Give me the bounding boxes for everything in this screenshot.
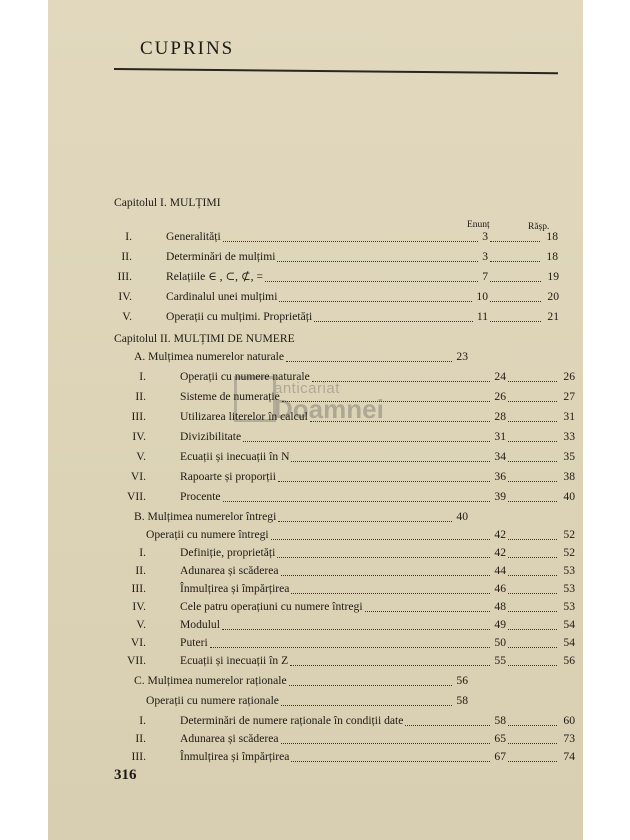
toc-entry-page-rasp: 53 <box>563 564 575 577</box>
toc-entry-page-enunt: 55 <box>494 654 506 667</box>
toc-entry-title: Rapoarte și proporții <box>180 470 276 483</box>
toc-entry-page-rasp: 33 <box>563 430 575 443</box>
toc-entry-page-rasp: 40 <box>563 490 575 503</box>
toc-entry <box>48 350 583 366</box>
toc-entry-title: Definiție, proprietăți <box>180 546 276 559</box>
leader-dots <box>223 227 478 242</box>
toc-entry <box>48 694 583 710</box>
leader-dots <box>291 747 490 762</box>
toc-entry-number: II. <box>135 732 146 745</box>
toc-entry-title: Înmulțirea și împărțirea <box>180 582 290 595</box>
toc-entry-page-enunt: 50 <box>494 636 506 649</box>
column-header-rasp: Rășp. <box>528 222 550 232</box>
toc-entry <box>48 674 583 690</box>
toc-entry-page-rasp: 31 <box>563 410 575 423</box>
toc-entry-page-enunt: 24 <box>494 370 506 383</box>
toc-entry-page-rasp: 52 <box>563 546 575 559</box>
toc-entry-title: Adunarea și scăderea <box>180 732 279 745</box>
toc-entry-page-rasp: 54 <box>563 636 575 649</box>
toc-entry-number: I. <box>125 230 132 243</box>
leader-dots <box>312 367 491 382</box>
toc-entry-number: II. <box>135 564 146 577</box>
toc-entry-title: Modulul <box>180 618 220 631</box>
toc-entry-title: Utilizarea literelor în calcul <box>180 410 308 423</box>
toc-entry-page-enunt: 39 <box>494 490 506 503</box>
toc-entry-title: Operații cu numere raționale <box>146 694 279 707</box>
toc-entry-number: VII. <box>127 654 146 667</box>
leader-dots <box>291 579 490 594</box>
toc-entry-title: A. Mulțimea numerelor naturale <box>134 350 285 363</box>
toc-entry-page-rasp: 21 <box>547 310 559 323</box>
toc-entry <box>48 750 583 766</box>
leader-dots <box>281 561 491 576</box>
toc-entry <box>48 582 583 598</box>
toc-entry-page-enunt: 67 <box>494 750 506 763</box>
toc-entry-number: I. <box>139 370 146 383</box>
toc-entry-page-enunt: 65 <box>494 732 506 745</box>
leader-dots <box>281 691 452 706</box>
toc-entry <box>48 600 583 616</box>
toc-entry-number: III. <box>131 582 146 595</box>
toc-entry <box>48 714 583 730</box>
toc-entry-title: Cele patru operațiuni cu numere întregi <box>180 600 363 613</box>
toc-entry-page-rasp: 73 <box>563 732 575 745</box>
leader-dots <box>291 447 490 462</box>
toc-entry-number: V. <box>136 618 146 631</box>
toc-entry <box>48 636 583 652</box>
toc-entry-number: V. <box>136 450 146 463</box>
chapter-heading: Capitolul II. MULȚIMI DE NUMERE <box>114 332 295 345</box>
leader-dots <box>279 287 472 302</box>
leader-dots <box>277 543 490 558</box>
toc-entry-title: C. Mulțimea numerelor raționale <box>134 674 287 687</box>
toc-entry-title: Operații cu numere întregi <box>146 528 269 541</box>
toc-entry <box>48 546 583 562</box>
toc-entry-page-enunt: 42 <box>494 528 506 541</box>
toc-entry-page-rasp: 38 <box>563 470 575 483</box>
leader-dots <box>277 247 478 262</box>
leader-dots <box>281 729 491 744</box>
watermark-line1: anticariat <box>274 380 340 397</box>
toc-entry-number: VI. <box>130 636 146 649</box>
toc-entry-number: IV. <box>132 600 146 613</box>
toc-entry-title: Procente <box>180 490 221 503</box>
toc-entry-page-rasp: 26 <box>563 370 575 383</box>
toc-entry-page-enunt: 56 <box>456 674 468 687</box>
toc-entry-page-rasp: 27 <box>563 390 575 403</box>
toc-entry-page-enunt: 44 <box>494 564 506 577</box>
toc-entry <box>48 310 583 326</box>
toc-entry-page-enunt: 11 <box>476 310 488 323</box>
toc-entry-page-enunt: 10 <box>476 290 488 303</box>
toc-entry <box>48 654 583 670</box>
toc-entry-page-enunt: 3 <box>482 230 488 243</box>
toc-entry <box>48 618 583 634</box>
toc-entry-page-enunt: 3 <box>482 250 488 263</box>
toc-entry-page-rasp: 74 <box>563 750 575 763</box>
toc-entry <box>48 410 583 426</box>
toc-entry-page-enunt: 46 <box>494 582 506 595</box>
page-number: 316 <box>114 767 137 783</box>
toc-entry-number: I. <box>139 546 146 559</box>
leader-dots <box>290 651 490 666</box>
toc-entry <box>48 564 583 580</box>
leader-dots <box>223 487 491 502</box>
toc-entry-page-enunt: 42 <box>494 546 506 559</box>
toc-entry-number: II. <box>121 250 132 263</box>
toc-entry-number: IV. <box>132 430 146 443</box>
toc-entry-title: Relațiile ∈ , ⊂, ⊄, = <box>166 270 264 283</box>
toc-entry <box>48 510 583 526</box>
toc-entry-title: Ecuații și inecuații în Z <box>180 654 289 667</box>
chapter-heading: Capitolul I. MULȚIMI <box>114 196 221 209</box>
leader-dots <box>222 615 490 630</box>
toc-entry-title: Generalități <box>166 230 221 243</box>
leader-dots <box>314 307 473 322</box>
toc-entry-title: Ecuații și inecuații în N <box>180 450 290 463</box>
toc-entry-title: B. Mulțimea numerelor întregi <box>134 510 277 523</box>
toc-entry <box>48 270 583 286</box>
toc-entry <box>48 528 583 544</box>
leader-dots <box>243 427 490 442</box>
toc-entry-title: Puteri <box>180 636 208 649</box>
toc-entry-title: Operații cu numere naturale <box>180 370 310 383</box>
toc-entry <box>48 390 583 406</box>
toc-entry-page-rasp: 52 <box>563 528 575 541</box>
leader-dots <box>282 387 491 402</box>
toc-entry-page-enunt: 58 <box>494 714 506 727</box>
toc-entry-number: VI. <box>130 470 146 483</box>
toc-entry <box>48 290 583 306</box>
toc-entry-page-rasp: 60 <box>563 714 575 727</box>
toc-entry-page-enunt: 48 <box>494 600 506 613</box>
leader-dots <box>271 525 491 540</box>
toc-entry-page-enunt: 28 <box>494 410 506 423</box>
column-header-enunt: Enunț <box>467 220 490 230</box>
toc-entry <box>48 732 583 748</box>
leader-dots <box>210 633 491 648</box>
toc-entry-number: II. <box>135 390 146 403</box>
toc-entry-page-enunt: 31 <box>494 430 506 443</box>
toc-entry <box>48 470 583 486</box>
toc-entry-page-enunt: 7 <box>482 270 488 283</box>
toc-entry-number: I. <box>139 714 146 727</box>
toc-entry-title: Cardinalul unei mulțimi <box>166 290 278 303</box>
toc-entry-page-rasp: 53 <box>563 582 575 595</box>
table-of-contents <box>48 0 583 840</box>
toc-entry <box>48 430 583 446</box>
page-heading: CUPRINS <box>140 38 235 59</box>
toc-entry-page-enunt: 23 <box>456 350 468 363</box>
toc-entry-page-enunt: 49 <box>494 618 506 631</box>
toc-entry-page-rasp: 56 <box>563 654 575 667</box>
leader-dots <box>265 267 478 282</box>
toc-entry-title: Sisteme de numerație <box>180 390 280 403</box>
toc-entry-page-rasp: 18 <box>546 230 558 243</box>
toc-entry-page-rasp: 20 <box>547 290 559 303</box>
toc-entry-number: III. <box>131 410 146 423</box>
toc-entry-title: Divizibilitate <box>180 430 242 443</box>
toc-entry-title: Determinări de numere raționale în condiții date <box>180 714 404 727</box>
toc-entry-number: VII. <box>127 490 146 503</box>
toc-entry <box>48 490 583 506</box>
toc-entry-page-enunt: 58 <box>456 694 468 707</box>
toc-entry-page-enunt: 40 <box>456 510 468 523</box>
leader-dots <box>310 407 491 422</box>
toc-entry-page-rasp: 18 <box>546 250 558 263</box>
watermark-line2: Doamnei <box>274 394 384 424</box>
toc-entry-number: V. <box>122 310 132 323</box>
toc-entry-title: Înmulțirea și împărțirea <box>180 750 290 763</box>
toc-entry-number: IV. <box>118 290 132 303</box>
leader-dots <box>278 467 490 482</box>
leader-dots <box>278 507 452 522</box>
toc-entry-number: III. <box>131 750 146 763</box>
toc-entry-page-enunt: 34 <box>494 450 506 463</box>
toc-entry-title: Operații cu mulțimi. Proprietăți <box>166 310 313 323</box>
toc-entry-page-rasp: 54 <box>563 618 575 631</box>
leader-dots <box>289 671 453 686</box>
leader-dots <box>286 347 452 362</box>
toc-entry-page-enunt: 26 <box>494 390 506 403</box>
toc-entry <box>48 370 583 386</box>
toc-entry <box>48 450 583 466</box>
toc-entry-page-rasp: 19 <box>547 270 559 283</box>
toc-entry-title: Adunarea și scăderea <box>180 564 279 577</box>
toc-entry <box>48 230 583 246</box>
book-page <box>48 0 583 840</box>
toc-entry-number: III. <box>117 270 132 283</box>
toc-entry-page-enunt: 36 <box>494 470 506 483</box>
toc-entry-title: Determinări de mulțimi <box>166 250 276 263</box>
toc-entry-page-rasp: 53 <box>563 600 575 613</box>
toc-entry-page-rasp: 35 <box>563 450 575 463</box>
toc-entry <box>48 250 583 266</box>
